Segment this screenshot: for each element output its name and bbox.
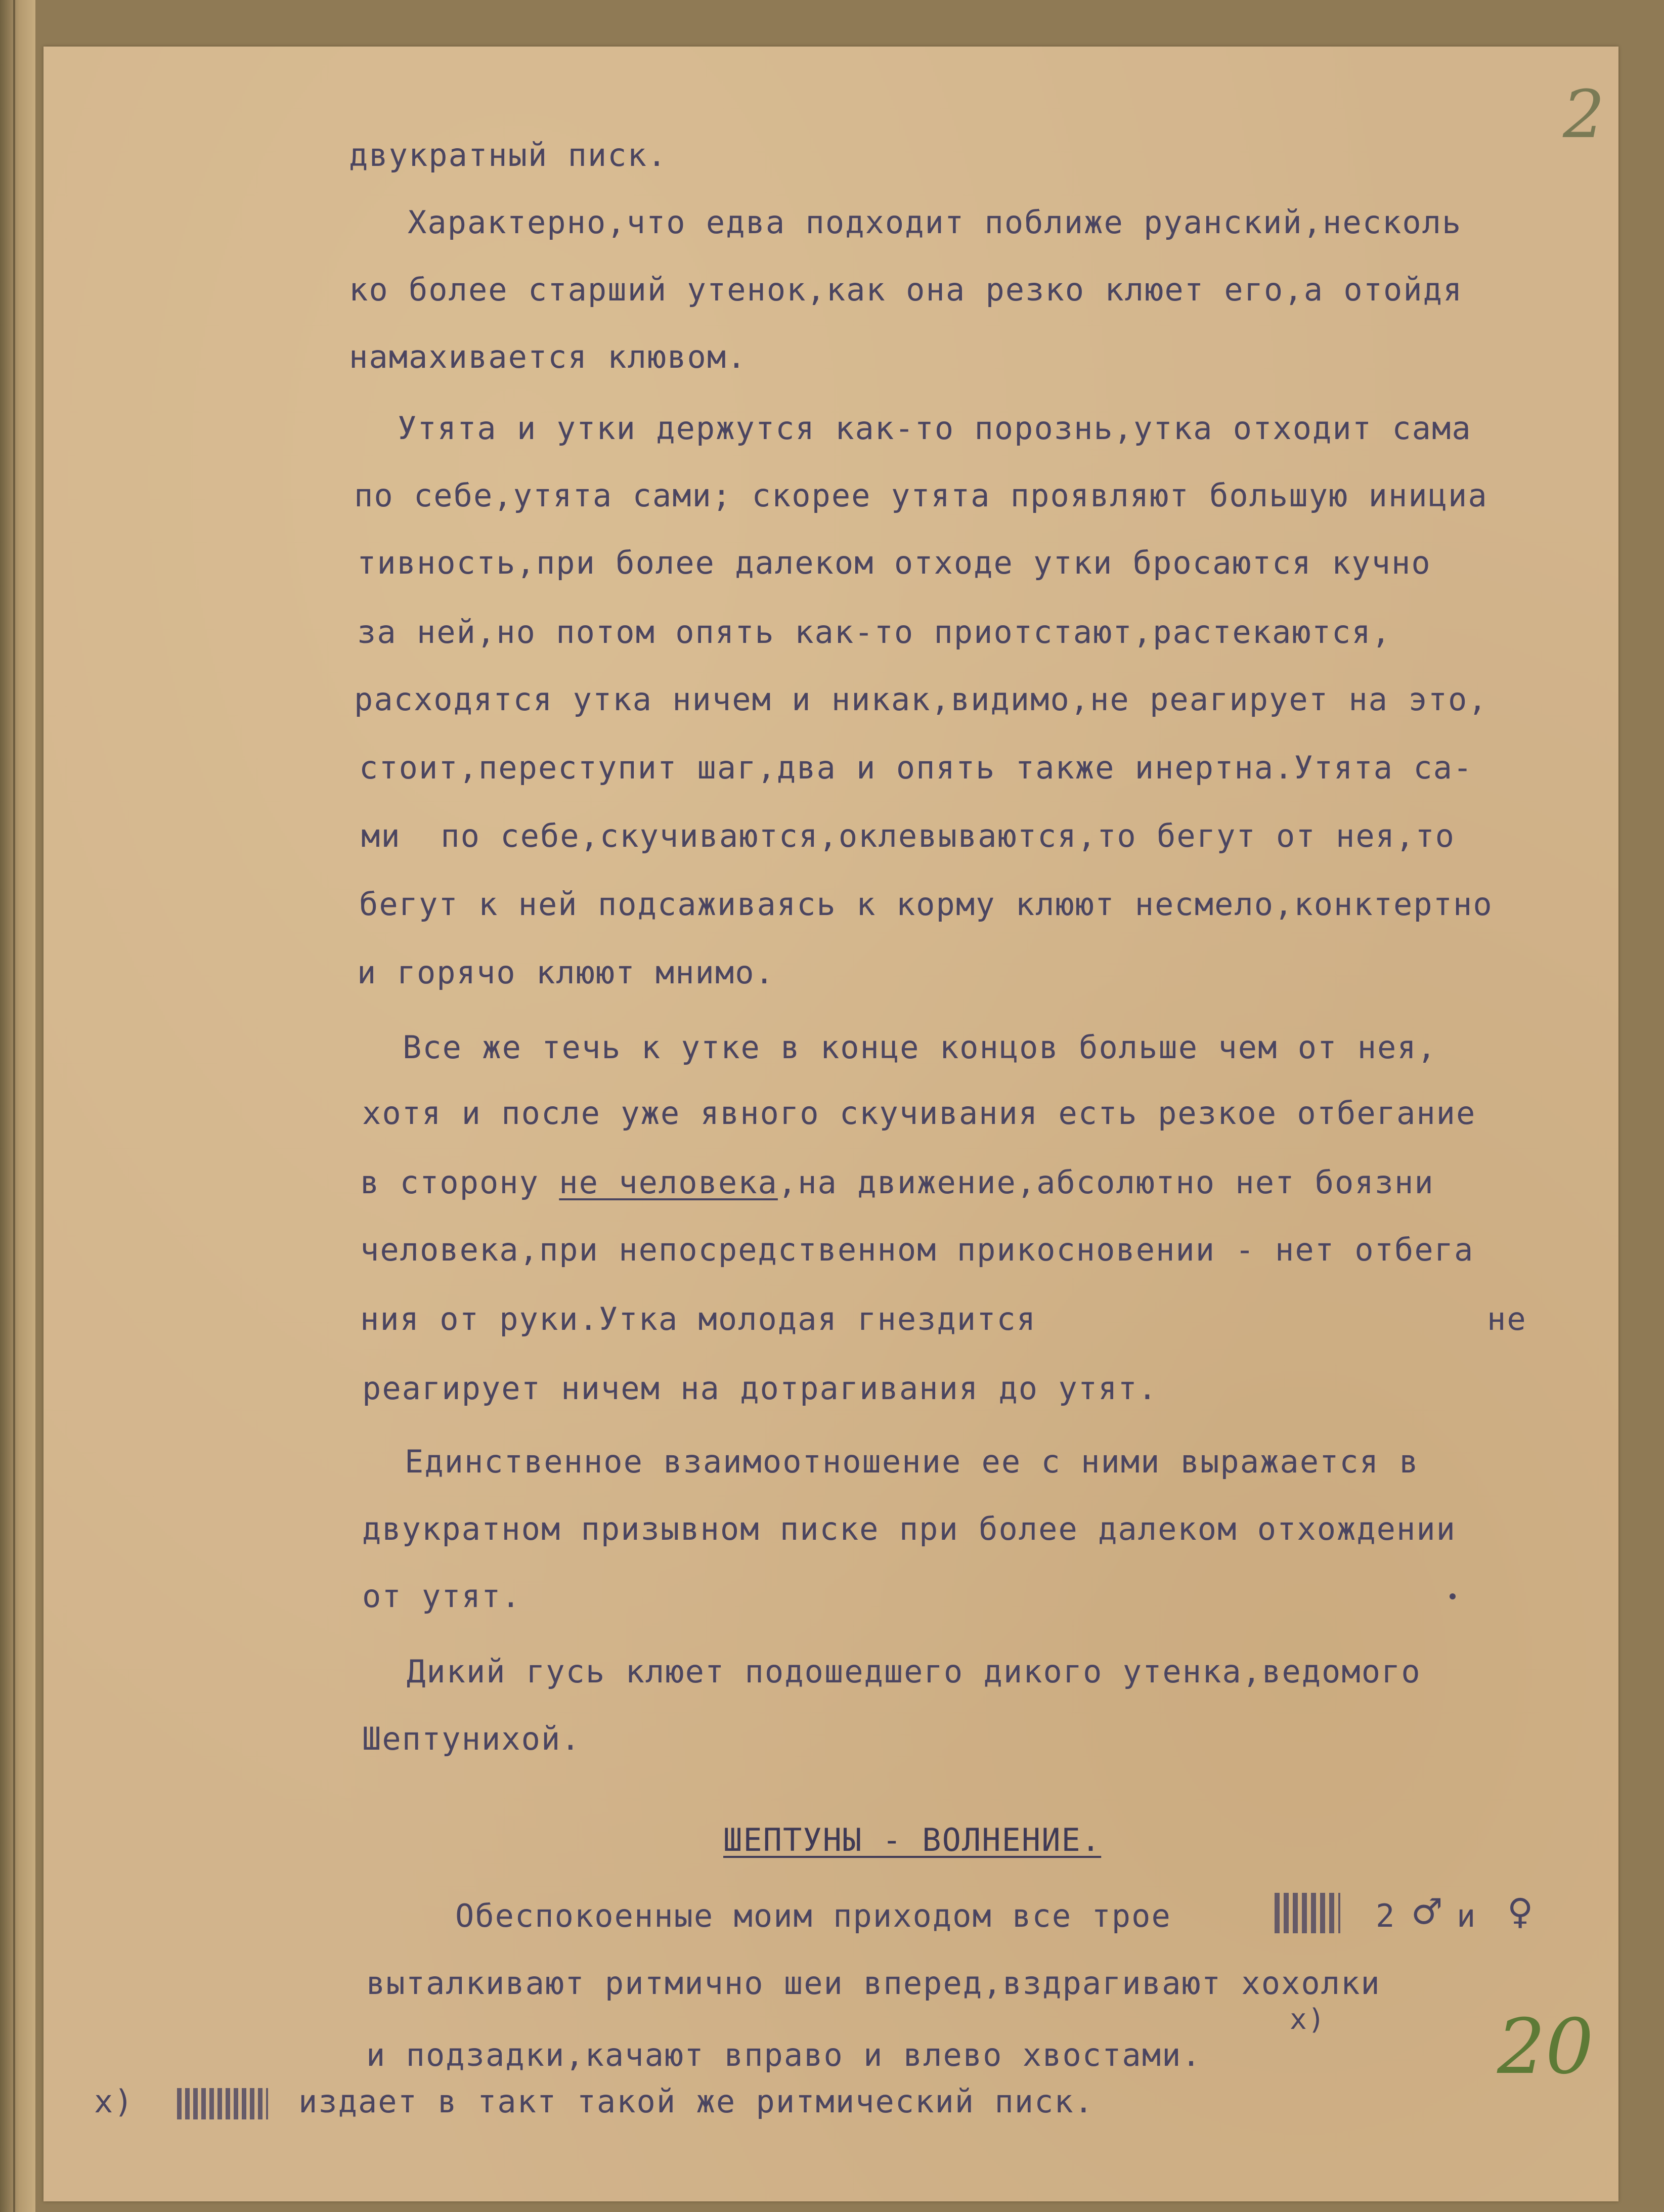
section-heading: ШЕПТУНЫ - ВОЛНЕНИЕ.: [723, 1821, 1102, 1858]
text-line: ко более старший утенок,как она резко клюет его,а отойдя: [349, 271, 1463, 308]
struck-out-text: [1275, 1893, 1340, 1933]
footnote-text: издает в такт такой же ритмический писк.: [298, 2083, 1094, 2120]
text-line: Все же течь к утке в конце концов больше чем от нея,: [403, 1029, 1437, 1066]
page-number: 2: [1563, 76, 1605, 153]
male-symbol-icon: ♂: [1411, 1891, 1443, 1932]
underlined-phrase: не человека: [559, 1164, 778, 1201]
text-fragment: ,на движение,абсолютно нет боязни: [777, 1164, 1434, 1201]
text-line: Единственное взаимоотношение ее с ними выражается в: [405, 1443, 1419, 1480]
text-line: хотя и после уже явного скучивания есть резкое отбегание: [362, 1095, 1476, 1132]
adjacent-page-edge: [0, 0, 35, 2212]
text-line: стоит,переступит шаг,два и опять также инертна.Утята са-: [359, 749, 1473, 786]
text-line: двукратном призывном писке при более далеком отхождении: [362, 1510, 1456, 1547]
text-line: ния от руки.Утка молодая гнездится: [360, 1300, 1037, 1337]
text-line: человека,при непосредственном прикосновении - нет отбега: [360, 1231, 1474, 1268]
text-line: Характерно,что едва подходит поближе руанский,несколь: [408, 204, 1462, 241]
text-line: Шептунихой.: [362, 1720, 581, 1757]
text-line: не: [1487, 1300, 1527, 1337]
text-line: ми по себе,скучиваются,оклевываются,то бегут от нея,то: [361, 817, 1455, 854]
ink-dot: [1450, 1593, 1456, 1599]
folio-number: 20: [1497, 2003, 1594, 2091]
footnote-marker: x): [94, 2083, 134, 2120]
female-symbol-icon: ♀: [1507, 1891, 1534, 1932]
text-line: тивность,при более далеком отходе утки бросаются кучно: [357, 544, 1431, 581]
text-line: и горячо клюют мнимо.: [357, 954, 775, 991]
text-line: за ней,но потом опять как-то приотстают,растекаются,: [357, 614, 1392, 650]
text-line: Обеспокоенные моим приходом все трое: [455, 1897, 1171, 1934]
struck-out-text: [177, 2088, 268, 2119]
text-line: бегут к ней подсаживаясь к корму клюют несмело,конктертно: [359, 886, 1493, 923]
text-fragment: в сторону: [360, 1164, 559, 1201]
text-line: намахивается клювом.: [349, 338, 747, 375]
text-line: двукратный писк.: [349, 137, 668, 174]
text-line: расходятся утка ничем и никак,видимо,не реагирует на это,: [354, 681, 1488, 718]
footnote-marker: x): [1290, 2003, 1326, 2036]
text-line: Утята и утки держутся как-то порознь,утка отходит сама: [398, 410, 1472, 447]
text-line: Дикий гусь клюет подошедшего дикого утенка,ведомого: [407, 1653, 1421, 1690]
text-line: выталкивают ритмично шеи вперед,вздрагивают хохолки: [366, 1965, 1381, 2002]
text-line: от утят.: [362, 1578, 521, 1615]
text-line: реагирует ничем на дотрагивания до утят.: [362, 1370, 1158, 1407]
text-line: 2: [1376, 1897, 1396, 1934]
text-line: и подзадки,качают вправо и влево хвостами.: [366, 2036, 1202, 2073]
text-line: и: [1457, 1897, 1477, 1934]
text-line: по себе,утята сами; скорее утята проявляют большую инициа: [354, 477, 1488, 514]
text-line: [360, 1165, 1434, 1200]
